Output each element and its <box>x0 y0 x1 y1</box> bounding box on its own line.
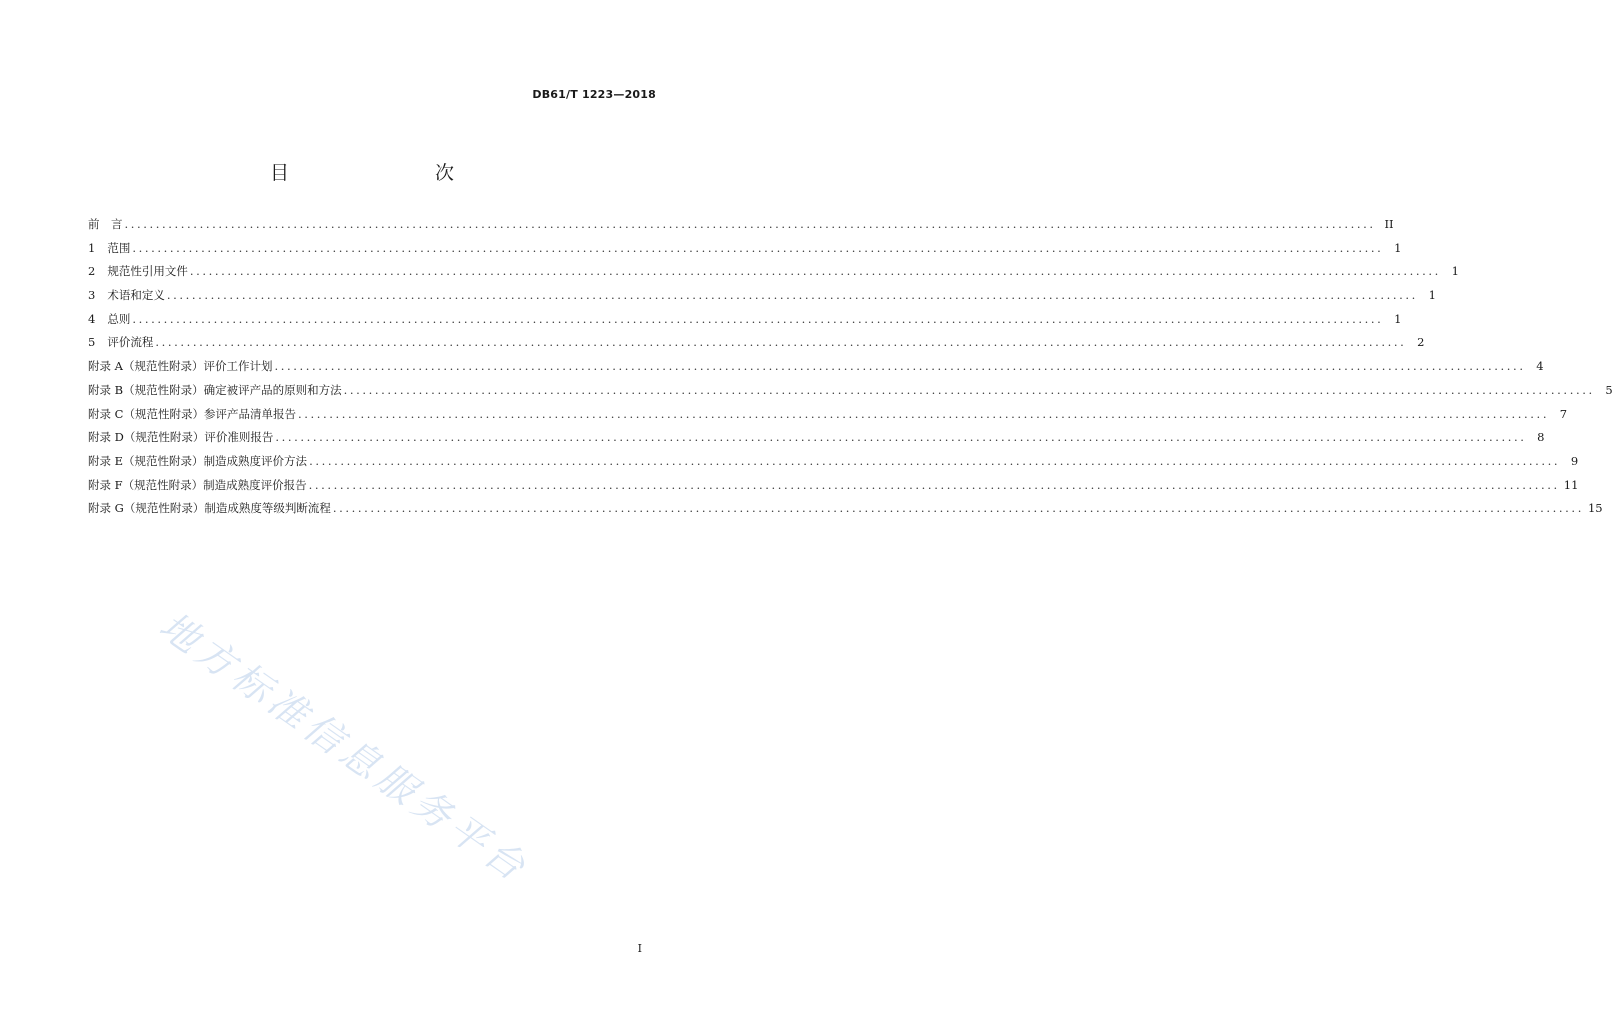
toc-entry[interactable] <box>88 334 1425 358</box>
toc-entry-title: 范围 <box>107 240 131 255</box>
toc-entry-title: 总则 <box>107 311 131 326</box>
page-number: I <box>637 942 642 955</box>
toc-section-number: 4 <box>88 311 96 326</box>
toc-page-number: 1 <box>1451 264 1459 279</box>
toc-dot-leader: ........................................................................................................................................................................................................ <box>155 335 1407 350</box>
toc-entry[interactable] <box>88 287 1436 311</box>
toc-entry-title: 规范性引用文件 <box>107 264 188 279</box>
toc-entry[interactable] <box>88 429 1545 453</box>
toc-entry[interactable] <box>88 263 1459 287</box>
toc-section-number: 3 <box>88 288 96 303</box>
toc-section-number: 1 <box>88 240 96 255</box>
toc-title: 目 次 <box>269 162 490 184</box>
toc-entry[interactable] <box>88 453 1579 477</box>
toc-page-number: 15 <box>1587 501 1603 516</box>
document-code: DB61/T 1223—2018 <box>532 88 656 101</box>
toc-entry-title: 术语和定义 <box>107 288 165 303</box>
watermark: 地方标准信息服务平台 <box>151 603 538 892</box>
toc-entry[interactable] <box>88 358 1544 382</box>
toc-entry-title: 前 言 <box>88 217 123 231</box>
toc-appendix-label: 附录 C（规范性附录） <box>88 406 204 421</box>
toc-page-number: 1 <box>1428 288 1436 303</box>
toc-entry[interactable] <box>88 216 1394 240</box>
toc-page-number: 11 <box>1563 477 1579 492</box>
toc-page-number: 8 <box>1537 430 1545 445</box>
toc-appendix-label: 附录 E（规范性附录） <box>88 453 204 468</box>
toc-dot-leader: ........................................................................................................................................................................................................ <box>189 264 1441 279</box>
toc-dot-leader: ........................................................................................................................................................................................................ <box>297 406 1550 421</box>
toc-dot-leader: ........................................................................................................................................................................................................ <box>132 311 1384 326</box>
toc-page-number: 4 <box>1536 359 1544 374</box>
toc-entry-title: 制造成熟度评价方法 <box>203 453 308 468</box>
toc-appendix-label: 附录 D（规范性附录） <box>88 430 205 445</box>
toc-dot-leader: ........................................................................................................................................................................................................ <box>274 359 1526 374</box>
toc-entry-title: 评价准则报告 <box>204 430 274 445</box>
toc-page-number: 5 <box>1605 382 1613 397</box>
toc-dot-leader: ........................................................................................................................................................................................................ <box>124 217 1376 231</box>
toc-dot-leader: ........................................................................................................................................................................................................ <box>132 240 1384 255</box>
toc-entry-title: 制造成熟度等级判断流程 <box>204 501 331 516</box>
toc-page-number: 9 <box>1570 453 1579 468</box>
toc-entry[interactable] <box>88 406 1568 430</box>
toc-appendix-label: 附录 G（规范性附录） <box>88 501 205 516</box>
toc-appendix-label: 附录 B（规范性附录） <box>88 382 204 397</box>
toc-dot-leader: ........................................................................................................................................................................................................ <box>166 288 1418 303</box>
toc-dot-leader: ........................................................................................................................................................................................................ <box>332 501 1584 516</box>
toc-appendix-label: 附录 A（规范性附录） <box>88 359 204 374</box>
toc-section-number: 2 <box>88 264 96 279</box>
toc-page-number: 7 <box>1559 406 1568 421</box>
toc-dot-leader: ........................................................................................................................................................................................................ <box>275 430 1527 445</box>
toc-dot-leader: ........................................................................................................................................................................................................ <box>309 453 1561 468</box>
toc-entry[interactable] <box>88 477 1579 501</box>
toc-entry[interactable] <box>88 240 1402 264</box>
toc-appendix-label: 附录 F（规范性附录） <box>88 477 204 492</box>
toc-entry[interactable] <box>88 311 1402 335</box>
table-of-contents <box>88 216 1613 524</box>
toc-dot-leader: ........................................................................................................................................................................................................ <box>308 477 1560 492</box>
toc-section-number: 5 <box>88 335 96 350</box>
toc-entry[interactable] <box>88 500 1603 524</box>
toc-entry[interactable] <box>88 382 1613 406</box>
toc-entry-title: 制造成熟度评价报告 <box>203 477 307 492</box>
toc-page-number: 1 <box>1394 240 1402 255</box>
toc-entry-title: 评价流程 <box>107 335 154 350</box>
toc-entry-title: 参评产品清单报告 <box>203 406 296 421</box>
toc-page-number: II <box>1384 217 1394 231</box>
toc-page-number: 2 <box>1417 335 1425 350</box>
toc-dot-leader: ........................................................................................................................................................................................................ <box>343 382 1595 397</box>
toc-page-number: 1 <box>1394 311 1402 326</box>
toc-entry-title: 评价工作计划 <box>203 359 273 374</box>
toc-entry-title: 确定被评产品的原则和方法 <box>203 382 342 397</box>
